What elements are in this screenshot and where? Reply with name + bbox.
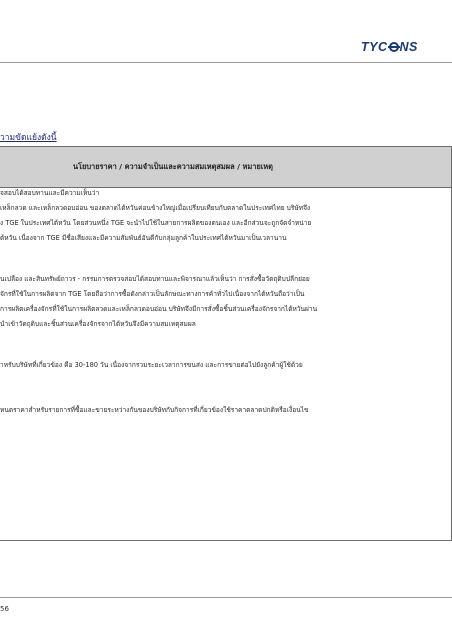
company-logo	[361, 40, 418, 54]
table-header-row	[0, 147, 451, 188]
logo-text-right: NS	[399, 40, 418, 54]
paragraph-4	[0, 403, 452, 418]
paragraph-line: นำเข้าวัตถุดิบและชิ้นส่วนเครื่องจักรจากไต้หวันจึงมีความสมเหตุสมผล	[0, 320, 196, 328]
table-header-cell: นโยบายราคา / ความจำเป็นและความสมเหตุสมผล / หมายเหตุ	[73, 162, 273, 171]
footer-divider	[0, 597, 452, 598]
page-number: 56	[0, 605, 9, 613]
paragraph-line: ง TGE ในประเทศไต้หวัน โดยส่วนหนึ่ง TGE จะนำไปใช้ในสายการผลิตของตนเอง และอีกส่วนจะถูกจัดจำหน่าย	[0, 219, 312, 227]
paragraph-line: เหล็กลวด และเหล็กลวดอบอ่อน ของตลาดไต้หวันค่อนข้างใหญ่เมื่อเปรียบเทียบกับตลาดในประเทศไทย บริษัทจึง	[0, 204, 311, 212]
paragraph-line: การผลิตเครื่องจักรที่ใช้ในการผลิตลวดและเหล็กลวดอบอ่อน บริษัทจึงมีการสั่งซื้อชิ้นส่วนเครื่องจักรจากไต้หวันผ่าน	[0, 305, 318, 313]
logo-text-left: TYC	[361, 40, 388, 54]
paragraph-line: จักรที่ใช้ในการผลิตจาก TGE โดยถือว่าการซื้อดังกล่าวเป็นลักษณะทางการค้าทั่วไปเนื่องจากไต้หวันถือว่าเป็น	[0, 290, 305, 298]
paragraph-3	[0, 358, 452, 373]
paragraph-1	[0, 186, 452, 246]
paragraph-line: จสอบได้สอบทานและมีความเห็นว่า	[0, 189, 100, 197]
paragraph-line: นเปลือง และสินทรัพย์ถาวร - กรรมการตรวจสอบได้สอบทานและพิจารณาแล้วเห็นว่า การสั่งซื้อวัตถุดิบปลีกย่อย	[0, 275, 310, 283]
paragraph-line: ต้หวัน เนื่องจาก TGE มีชื่อเสียงและมีความสัมพันธ์อันดีกับกลุ่มลูกค้าในประเทศไต้หวันมาเป็นเวลานาน	[0, 234, 287, 242]
paragraph-line: ำหรับบริษัทที่เกี่ยวข้อง คือ 30-180 วัน เนื่องจากรวมระยะเวลาการขนส่ง และการขายต่อไปยังลูกค้าผู้ใช้ด้วย	[0, 361, 303, 369]
paragraph-2	[0, 272, 452, 332]
header-divider	[0, 62, 452, 63]
paragraph-line: หนดราคาสำหรับรายการที่ซื้อและขายระหว่างกันของบริษัทกับกิจการที่เกี่ยวข้องใช้ราคาตลาดปกติหรือเงื่อนไข	[0, 406, 309, 414]
logo-ring-icon	[389, 42, 399, 52]
section-heading: วามขัดแย้งดังนี้	[0, 133, 57, 143]
